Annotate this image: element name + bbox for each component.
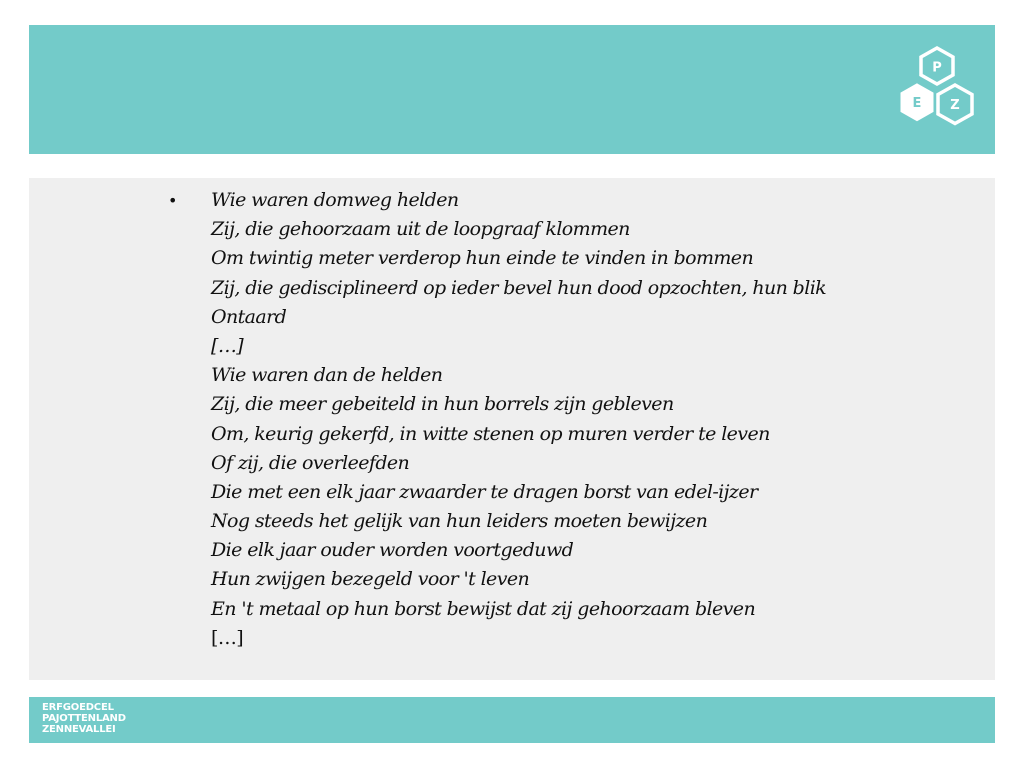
poem-line: Nog steeds het gelijk van hun leiders moeten bewijzen: [211, 510, 708, 533]
pez-hexagon-logo-icon: [897, 45, 979, 135]
poem-line: Die elk jaar ouder worden voortgeduwd: [211, 539, 574, 562]
bullet-marker: •: [168, 191, 178, 210]
poem-line: Wie waren domweg helden: [211, 189, 459, 211]
footer-brand-line: ZENNEVALLEI: [42, 724, 116, 735]
header-band: [29, 25, 995, 154]
logo-letter-e: E: [912, 96, 922, 111]
poem-line: En 't metaal op hun borst bewijst dat zij gehoorzaam bleven: [211, 597, 756, 620]
poem-line: […]: [211, 334, 244, 357]
poem-line: Om twintig meter verderop hun einde te vinden in bommen: [211, 247, 754, 270]
poem-line: Zij, die meer gebeiteld in hun borrels zijn gebleven: [211, 393, 674, 416]
poem-line: Om, keurig gekerfd, in witte stenen op muren verder te leven: [211, 422, 770, 445]
poem-line: Zij, die gedisciplineerd op ieder bevel hun dood opzochten, hun blik: [211, 276, 827, 299]
logo-letter-p: P: [932, 60, 942, 76]
footer-band: [29, 697, 995, 743]
poem-line: Of zij, die overleefden: [211, 451, 410, 474]
poem-line: Ontaard: [211, 305, 287, 328]
footer-brand-line: PAJOTTENLAND: [42, 713, 126, 724]
logo-letter-z: Z: [950, 98, 960, 113]
poem-line: […]: [211, 626, 244, 649]
footer-brand-line: ERFGOEDCEL: [42, 702, 114, 713]
footer-brand-logo: [42, 702, 126, 735]
poem-line: Wie waren dan de helden: [211, 364, 443, 387]
poem-line: Zij, die gehoorzaam uit de loopgraaf klommen: [211, 218, 630, 241]
poem-line: Hun zwijgen bezegeld voor 't leven: [211, 568, 530, 591]
poem-line: Die met een elk jaar zwaarder te dragen borst van edel-ijzer: [211, 480, 758, 503]
poem-text: [211, 186, 826, 653]
